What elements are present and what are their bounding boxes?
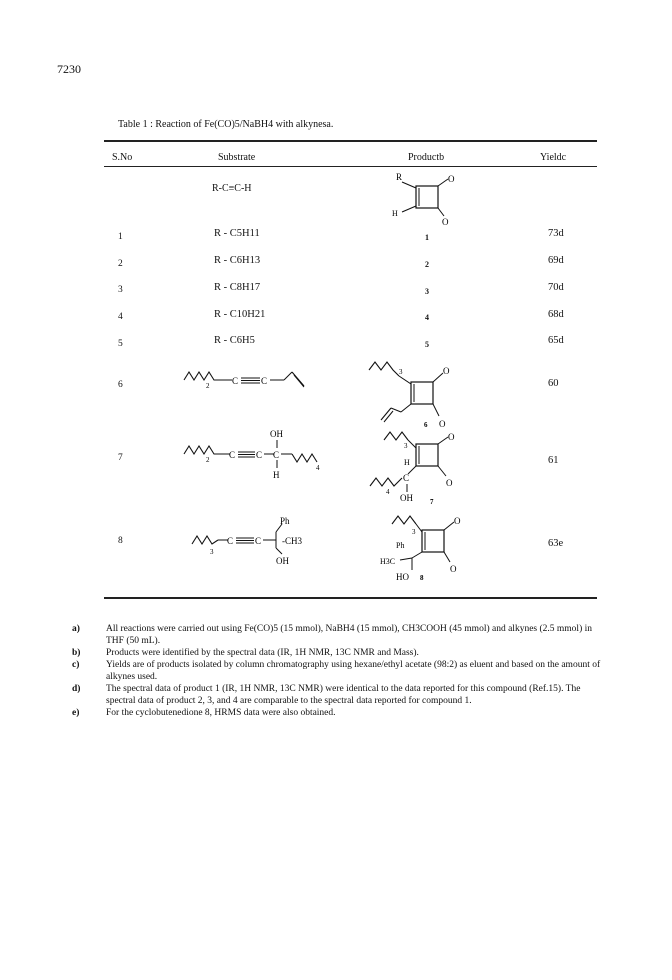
row6-product-number: 6	[424, 421, 428, 429]
footnote-label: a)	[72, 624, 80, 634]
row7-substrate-structure	[180, 428, 340, 488]
row1-product: 1	[425, 233, 429, 242]
table-bottom-rule	[104, 597, 597, 599]
footnote-text: Products were identified by the spectral data (IR, 1H NMR, 13C NMR and Mass).	[106, 648, 419, 658]
row7-product-oh: OH	[400, 493, 413, 503]
row8-product-h3c: H3C	[380, 557, 396, 566]
row7-product-structure	[360, 428, 480, 518]
row6-substrate-structure	[180, 366, 330, 396]
row5-yield: 65d	[548, 335, 564, 346]
svg-text:O: O	[450, 564, 457, 574]
svg-text:O: O	[443, 366, 450, 376]
svg-text:C: C	[261, 376, 268, 386]
row7-product-sub3: 3	[404, 442, 408, 450]
row2-substrate: R - C6H13	[214, 255, 261, 266]
svg-text:C: C	[227, 536, 234, 546]
footnote-text: For the cyclobutenedione 8, HRMS data were also obtained.	[106, 708, 336, 718]
general-product-r: R	[396, 172, 403, 182]
table-caption: Table 1 : Reaction of Fe(CO)5/NaBH4 with alkynesa.	[118, 119, 334, 130]
row7-product-sub4: 4	[386, 488, 390, 496]
row1-substrate: R - C5H11	[214, 228, 260, 239]
footnote-label: e)	[72, 708, 80, 718]
footnote	[72, 683, 612, 707]
svg-text:O: O	[442, 217, 449, 227]
row7-product-c: C	[403, 473, 410, 483]
footnote	[72, 659, 612, 683]
row7-product-number: 7	[430, 498, 434, 506]
footnote-label: c)	[72, 660, 80, 670]
row8-substrate-oh: OH	[276, 556, 289, 566]
row8-product-sub3: 3	[412, 528, 416, 536]
row2-product: 2	[425, 260, 429, 269]
svg-text:O: O	[448, 432, 455, 442]
footnote	[72, 623, 612, 647]
general-product-structure	[388, 168, 468, 228]
row1-sno: 1	[118, 232, 123, 242]
footnote	[72, 707, 612, 719]
row8-sno: 8	[118, 536, 123, 546]
footnote-text: The spectral data of product 1 (IR, 1H NMR, 13C NMR) were identical to the data reported for this compound (Ref.15). The spectral data of product 2, 3, and 4 are comparable to the spectral data reported for compound 1.	[106, 684, 581, 706]
row5-product: 5	[425, 340, 429, 349]
row8-yield: 63e	[548, 538, 564, 549]
row7-sno: 7	[118, 453, 123, 463]
general-product-h: H	[392, 209, 398, 218]
row8-substrate-structure	[188, 514, 338, 570]
row2-sno: 2	[118, 259, 123, 269]
row1-yield: 73d	[548, 228, 564, 239]
row4-sno: 4	[118, 312, 123, 322]
svg-text:O: O	[454, 516, 461, 526]
svg-text:C: C	[229, 450, 236, 460]
page-number: 7230	[57, 62, 81, 76]
row7-substrate-c: C	[273, 450, 280, 460]
row6-substrate-subscript: 2	[206, 382, 210, 390]
row5-substrate: R - C6H5	[214, 335, 255, 346]
row6-sno: 6	[118, 380, 123, 390]
row8-substrate-ph: Ph	[280, 516, 290, 526]
row4-substrate: R - C10H21	[214, 309, 266, 320]
row7-substrate-oh: OH	[270, 429, 283, 439]
svg-text:O: O	[439, 419, 446, 429]
row7-substrate-sub2: 2	[206, 456, 210, 464]
table-top-rule	[104, 140, 597, 142]
row7-substrate-h: H	[273, 470, 280, 480]
svg-text:O: O	[448, 174, 455, 184]
header-product: Productb	[408, 152, 445, 163]
header-sno: S.No	[112, 152, 133, 163]
row2-yield: 69d	[548, 255, 564, 266]
row3-yield: 70d	[548, 282, 564, 293]
row8-product-structure	[340, 510, 470, 590]
svg-text:O: O	[446, 478, 453, 488]
row7-product-h: H	[404, 458, 410, 467]
footnote-label: b)	[72, 648, 81, 658]
header-yield: Yieldc	[540, 152, 567, 163]
row8-substrate-sub3: 3	[210, 548, 214, 556]
general-alkyne: R-C≡C-H	[212, 183, 252, 194]
row8-product-ph: Ph	[396, 541, 405, 550]
footnote	[72, 647, 612, 659]
row3-substrate: R - C8H17	[214, 282, 261, 293]
footnote-text: Yields are of products isolated by column chromatography using hexane/ethyl acetate (98:2) as eluent and based on the amount of alkynes used.	[106, 660, 601, 682]
row5-sno: 5	[118, 339, 123, 349]
footnote-label: d)	[72, 684, 81, 694]
row8-product-ho: HO	[396, 572, 409, 582]
row4-product: 4	[425, 313, 429, 322]
table-header-rule	[104, 166, 597, 167]
row3-sno: 3	[118, 285, 123, 295]
svg-text:C: C	[232, 376, 239, 386]
row7-substrate-sub4: 4	[316, 464, 320, 472]
row6-yield: 60	[548, 378, 559, 389]
svg-text:C: C	[256, 450, 263, 460]
row8-product-number: 8	[420, 574, 424, 582]
row4-yield: 68d	[548, 309, 564, 320]
svg-text:C: C	[255, 536, 262, 546]
row7-yield: 61	[548, 455, 559, 466]
footnote-text: All reactions were carried out using Fe(CO)5 (15 mmol), NaBH4 (15 mmol), CH3COOH (45 mmol) and alkynes (2.5 mmol) in THF (50 mL).	[106, 624, 592, 646]
row6-product-subscript: 3	[399, 368, 403, 376]
row8-substrate-ch3: -CH3	[282, 536, 302, 546]
footnotes	[72, 623, 612, 719]
row3-product: 3	[425, 287, 429, 296]
header-substrate: Substrate	[218, 152, 256, 163]
